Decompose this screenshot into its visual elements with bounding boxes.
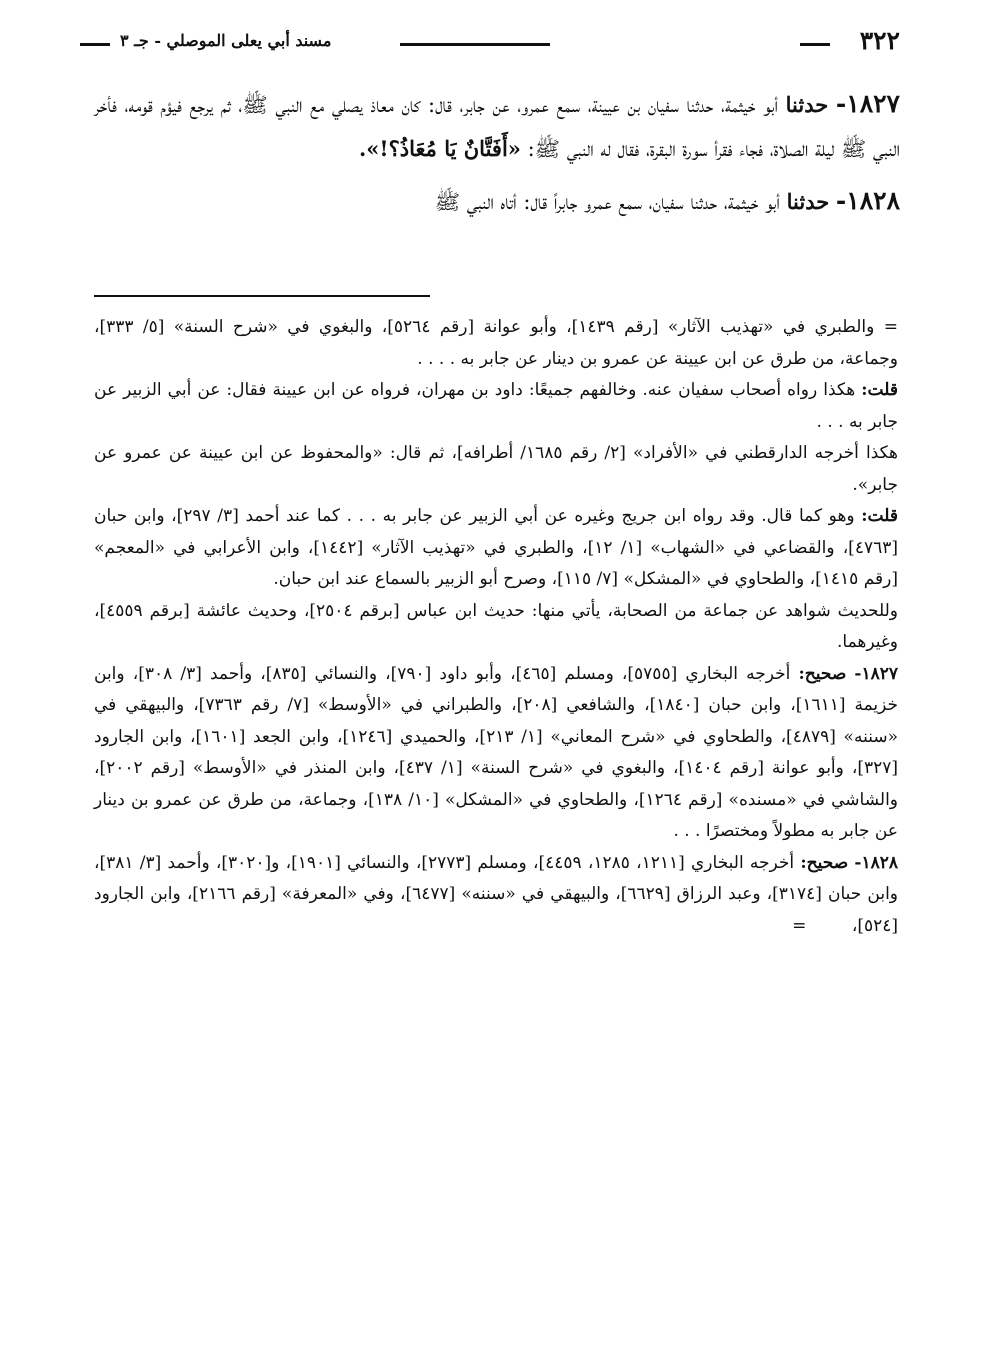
header-rule-middle [400, 43, 550, 46]
footnote-text: وهو كما قال. وقد رواه ابن جريج وغيره عن أبي الزبير عن جابر به . . . كما عند أحمد [٣/ ٢٩٧]، وابن حبان [٤٧٦٣]، والقضاعي في «الشهاب» [١/ ١٢]، والطبري في «تهذيب الآثار» [١٤٤٢]، وابن الأعرابي في «المعجم» [رقم ١٤١٥]، والطحاوي في «المشكل» [٧/ ١١٥]، وصرح أبو الزبير بالسماع عند ابن حبان. [94, 506, 898, 589]
footnote-text: هكذا أخرجه الدارقطني في «الأفراد» [٢/ رقم ١٦٨٥/ أطرافه]، ثم قال: «والمحفوظ عن ابن عيينة عن عمرو عن جابر». [94, 443, 898, 495]
hadith-1827 [94, 82, 900, 171]
running-header [80, 24, 900, 64]
page-number: ٣٢٢ [859, 26, 900, 55]
footnote-number: ١٨٢٨- [854, 852, 899, 873]
footnote-continued [94, 312, 898, 375]
footnote-text: وللحديث شواهد عن جماعة من الصحابة، يأتي منها: حديث ابن عباس [برقم ٢٥٠٤]، وحديث عائشة [برقم ٤٥٥٩]، وغيرهما. [94, 600, 898, 652]
footnote-text: والطبري في «تهذيب الآثار» [رقم ١٤٣٩]، وأبو عوانة [رقم ٥٢٦٤]، والبغوي في «شرح السنة» [٥/ ٣٣٣]، وجماعة، من طرق عن ابن عيينة عن عمرو بن دينار عن جابر به . . . . [94, 317, 898, 369]
header-rule-left [80, 43, 110, 46]
hadith-quote: «أَفَتَّانٌ يَا مُعَاذُ؟!». [358, 136, 521, 161]
footnote-number: ١٨٢٧- [854, 663, 898, 684]
footnote-separator [94, 295, 430, 297]
footnote-remark [94, 501, 898, 596]
hadith-1828 [94, 179, 900, 224]
header-rule-right [800, 43, 830, 46]
continuation-mark: = [883, 317, 898, 337]
hadith-text [94, 82, 900, 232]
hadith-number: ١٨٢٨- [835, 186, 900, 215]
footnotes [94, 312, 898, 942]
footnote-text: أخرجه البخاري [١٢١١، ١٢٨٥، ٤٤٥٩]، ومسلم [٢٧٧٣]، والنسائي [١٩٠١]، و[٣٠٢٠]، وأحمد [٣/ ٣٨١]، وابن حبان [٣١٧٤]، وعبد الرزاق [٦٦٢٩]، والبيهقي في «سننه» [٦٤٧٧]، وفي «المعرفة» [رقم ٢١٦٦]، وابن الجارود [٥٢٤]، [94, 852, 899, 936]
footnote-lead: قلت: [861, 506, 898, 526]
hadith-number: ١٨٢٧- [835, 89, 900, 118]
hadith-lead: حدثنا [785, 92, 829, 117]
footnote-1827 [94, 659, 898, 848]
continuation-mark: = [792, 915, 807, 936]
hadith-body: أبو خيثمة، حدثنا سفيان بن عيينة، سمع عمرو، عن جابر، قال: كان معاذ يصلي مع النبي ﷺ، ثم يرجع فيؤم قومه، فأخر النبي ﷺ ليلة الصلاة، فجاء فقرأ سورة البقرة، فقال له النبي ﷺ: [94, 93, 900, 161]
footnote-text: هكذا رواه أصحاب سفيان عنه. وخالفهم جميعًا: داود بن مهران، فرواه عن ابن عيينة فقال: عن أبي الزبير عن جابر به . . . [94, 380, 898, 432]
footnote-lead: صحيح: [798, 663, 847, 684]
footnote-lead: صحيح: [800, 852, 849, 873]
footnote-text: أخرجه البخاري [٥٧٥٥]، ومسلم [٤٦٥]، وأبو داود [٧٩٠]، والنسائي [٨٣٥]، وأحمد [٣/ ٣٠٨]، وابن خزيمة [١٦١١]، وابن حبان [١٨٤٠]، والشافعي [٢٠٨]، والطبراني في «الأوسط» [٧/ رقم ٧٣٦٣]، والبيهقي في «سننه» [٤٨٧٩]، والطحاوي في «شرح المعاني» [١/ ٢١٣]، والحميدي [١٢٤٦]، وابن الجعد [١٦٠١]، وابن الجارود [٣٢٧]، وأبو عوانة [رقم ١٤٠٤]، والبغوي في «شرح السنة» [١/ ٤٣٧]، وابن المنذر في «الأوسط» [رقم ٢٠٠٢]، والشاشي في «مسنده» [رقم ١٢٦٤]، والطحاوي في «المشكل» [١٠/ ١٣٨]، وجماعة، من طرق عن عمرو بن دينار عن جابر به مطولاً ومختصرًا . . . [94, 663, 899, 841]
hadith-lead: حدثنا [786, 189, 830, 214]
hadith-body: أبو خيثمة، حدثنا سفيان، سمع عمرو جابراً قال: أتاه النبي ﷺ [434, 190, 780, 214]
footnote-1828 [94, 848, 898, 943]
footnote-remark [94, 375, 898, 438]
book-title: مسند أبي يعلى الموصلي - جـ ٣ [120, 31, 332, 50]
footnote-paragraph [94, 438, 898, 501]
footnote-paragraph [94, 596, 898, 659]
footnote-lead: قلت: [861, 380, 898, 400]
